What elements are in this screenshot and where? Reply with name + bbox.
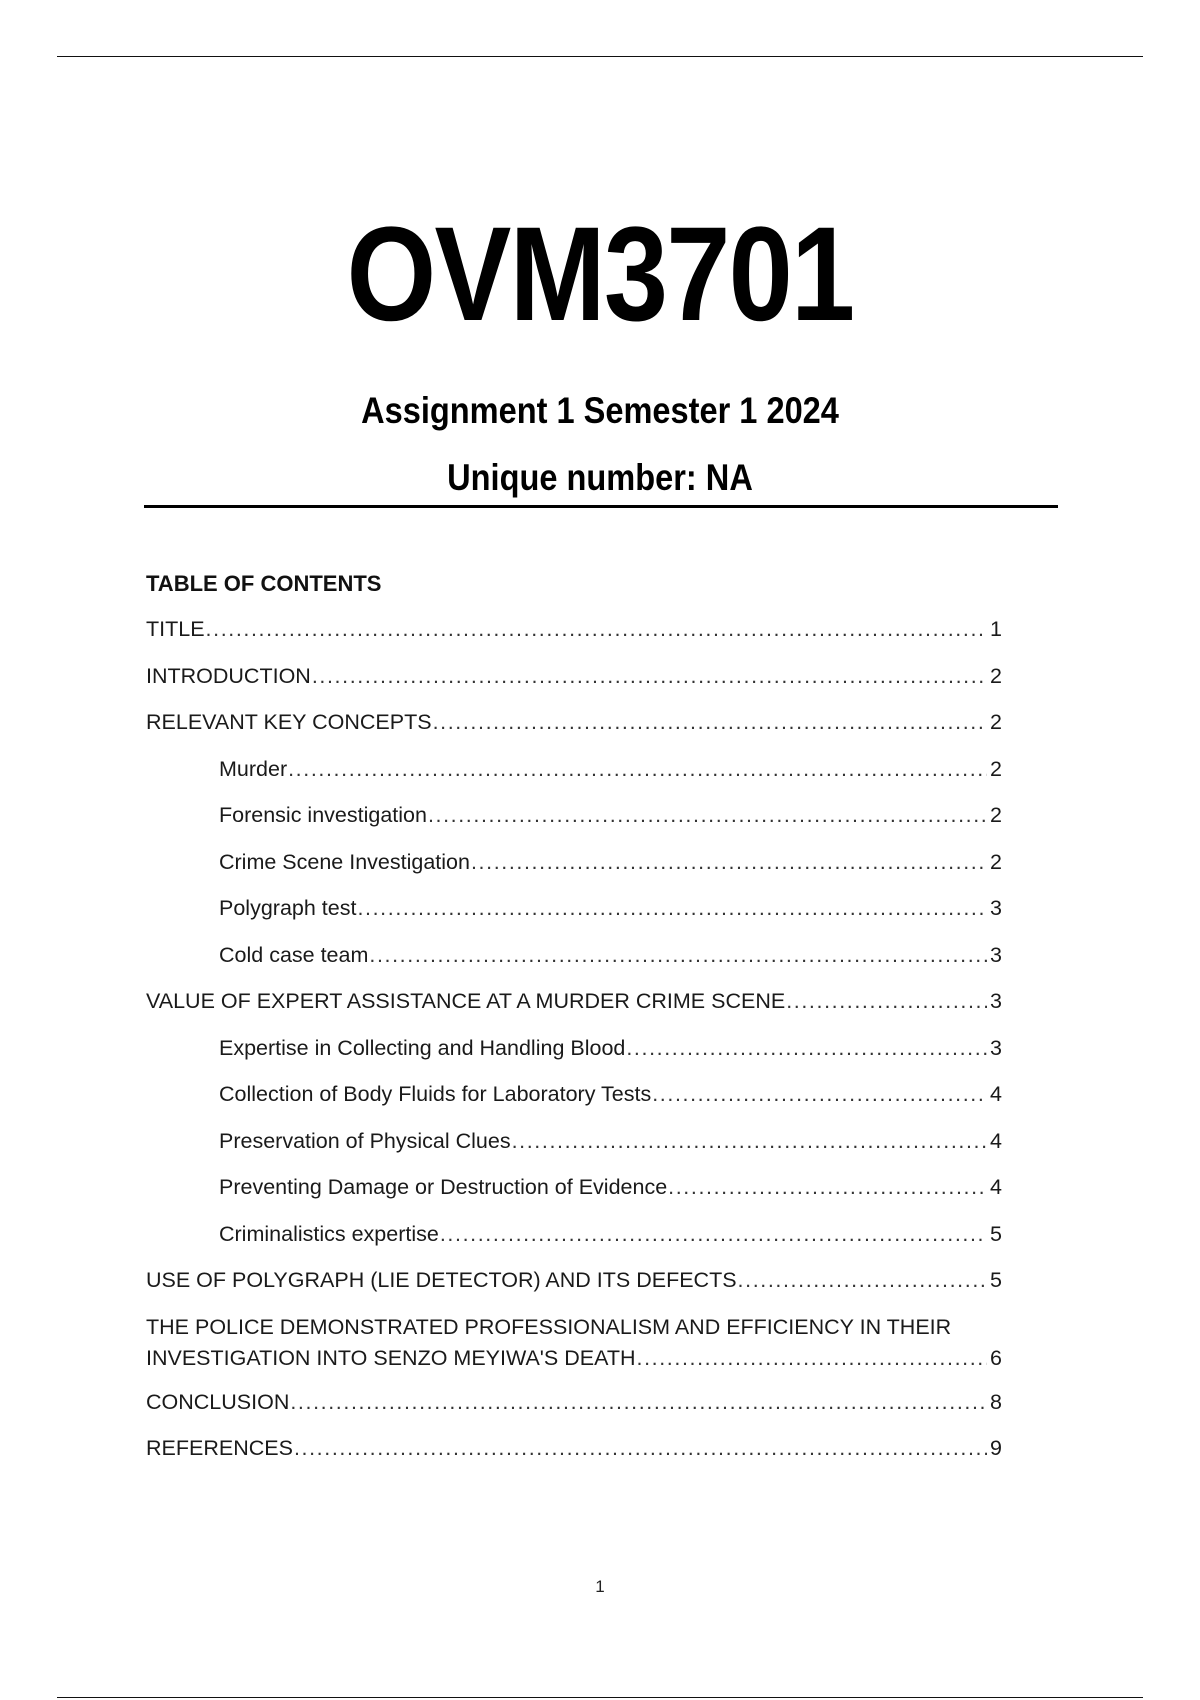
toc-subentry[interactable] [146, 940, 1002, 971]
toc-subentry[interactable] [146, 1126, 1002, 1157]
bottom-rule [57, 1697, 1143, 1698]
toc-entry-page: 4 [990, 1128, 1002, 1153]
toc-entry[interactable] [146, 661, 1002, 692]
toc-entry-label-line1: THE POLICE DEMONSTRATED PROFESSIONALISM AND EFFICIENCY IN THEIR [146, 1314, 952, 1339]
toc-subentry[interactable] [146, 847, 1002, 878]
toc-dot-leader [626, 1033, 987, 1064]
toc-entry-label: RELEVANT KEY CONCEPTS [146, 710, 432, 734]
toc-entry-page: 2 [990, 663, 1002, 688]
toc-entry-page: 1 [990, 617, 1002, 641]
toc-entry-page: 2 [990, 849, 1002, 874]
toc-entry-label: TITLE [146, 617, 205, 641]
toc-entry-label-line2: INVESTIGATION INTO SENZO MEYIWA'S DEATH [146, 1345, 636, 1370]
toc-entry-line2 [146, 1343, 1002, 1374]
toc-entry-label: Crime Scene Investigation [219, 849, 470, 874]
toc-dot-leader [288, 754, 987, 785]
toc-entry-page: 6 [990, 1345, 1002, 1370]
toc-entry-page: 4 [990, 1082, 1002, 1106]
toc-entry[interactable] [146, 1433, 1002, 1464]
toc-entry-label: USE OF POLYGRAPH (LIE DETECTOR) AND ITS DEFECTS [146, 1268, 737, 1292]
toc-entry-label: Polygraph test [219, 896, 357, 920]
toc-entry-label: Preventing Damage or Destruction of Evidence [219, 1175, 668, 1199]
toc-dot-leader [369, 940, 987, 971]
toc-dot-leader [652, 1079, 987, 1110]
toc-entry-label: Collection of Body Fluids for Laboratory Tests [219, 1082, 652, 1106]
toc-entry-page: 3 [990, 989, 1002, 1013]
toc-subentry[interactable] [146, 1219, 1002, 1250]
toc-subentry[interactable] [146, 754, 1002, 785]
toc-entry-label: REFERENCES [146, 1436, 293, 1460]
toc-entry-page: 2 [990, 803, 1002, 827]
toc-entry-label: CONCLUSION [146, 1389, 290, 1414]
toc-subentry[interactable] [146, 1172, 1002, 1203]
toc-entry-label: Forensic investigation [219, 803, 427, 827]
toc-dot-leader [428, 800, 987, 831]
toc-entry-page: 5 [990, 1221, 1002, 1246]
title-underline-rule [144, 505, 1058, 508]
toc-dot-leader [512, 1126, 987, 1157]
toc-dot-leader [294, 1433, 987, 1464]
toc-subentry[interactable] [146, 1033, 1002, 1064]
toc-entry-label: Murder [219, 756, 288, 781]
toc-entry[interactable] [146, 986, 1002, 1017]
toc-dot-leader [471, 847, 987, 878]
course-code-title: OVM3701 [346, 200, 854, 349]
page-number: 1 [595, 1577, 605, 1596]
toc-subentry[interactable] [146, 893, 1002, 924]
toc-entry[interactable] [146, 1387, 1002, 1418]
toc-entry-label: Expertise in Collecting and Handling Blood [219, 1035, 626, 1060]
toc-entry-page: 9 [990, 1436, 1002, 1460]
toc-entry[interactable] [146, 707, 1002, 738]
toc-dot-leader [433, 707, 987, 738]
toc-entry-page: 4 [990, 1175, 1002, 1199]
toc-entry-label: VALUE OF EXPERT ASSISTANCE AT A MURDER CRIME SCENE [146, 989, 786, 1013]
toc-entry-page: 3 [990, 942, 1002, 967]
toc-heading: TABLE OF CONTENTS [146, 571, 382, 596]
toc-entry-page: 5 [990, 1268, 1002, 1292]
toc-entry-page: 3 [990, 896, 1002, 920]
table-of-contents [146, 567, 1058, 1480]
top-rule [57, 56, 1143, 57]
toc-entry-label: Criminalistics expertise [219, 1221, 439, 1246]
assignment-subtitle: Assignment 1 Semester 1 2024 [361, 390, 839, 431]
toc-entry-label: Preservation of Physical Clues [219, 1128, 511, 1153]
toc-dot-leader [440, 1219, 987, 1250]
toc-dot-leader [668, 1172, 987, 1203]
toc-entry-page: 2 [990, 710, 1002, 734]
toc-entry-label: Cold case team [219, 942, 369, 967]
toc-entry-multiline[interactable] [146, 1312, 1058, 1374]
unique-number-subtitle: Unique number: NA [447, 457, 753, 498]
toc-dot-leader [290, 1387, 987, 1418]
toc-dot-leader [786, 986, 987, 1017]
toc-entry[interactable] [146, 614, 1002, 645]
toc-dot-leader [357, 893, 987, 924]
toc-subentry[interactable] [146, 1079, 1002, 1110]
toc-dot-leader [312, 661, 987, 692]
toc-entry-label: INTRODUCTION [146, 663, 311, 688]
toc-entry-page: 3 [990, 1035, 1002, 1060]
toc-subentry[interactable] [146, 800, 1002, 831]
toc-dot-leader [637, 1343, 988, 1374]
toc-dot-leader [206, 614, 987, 645]
toc-dot-leader [738, 1265, 987, 1296]
toc-entry-page: 2 [990, 756, 1002, 781]
toc-entry[interactable] [146, 1265, 1002, 1296]
toc-entry-page: 8 [990, 1389, 1002, 1414]
